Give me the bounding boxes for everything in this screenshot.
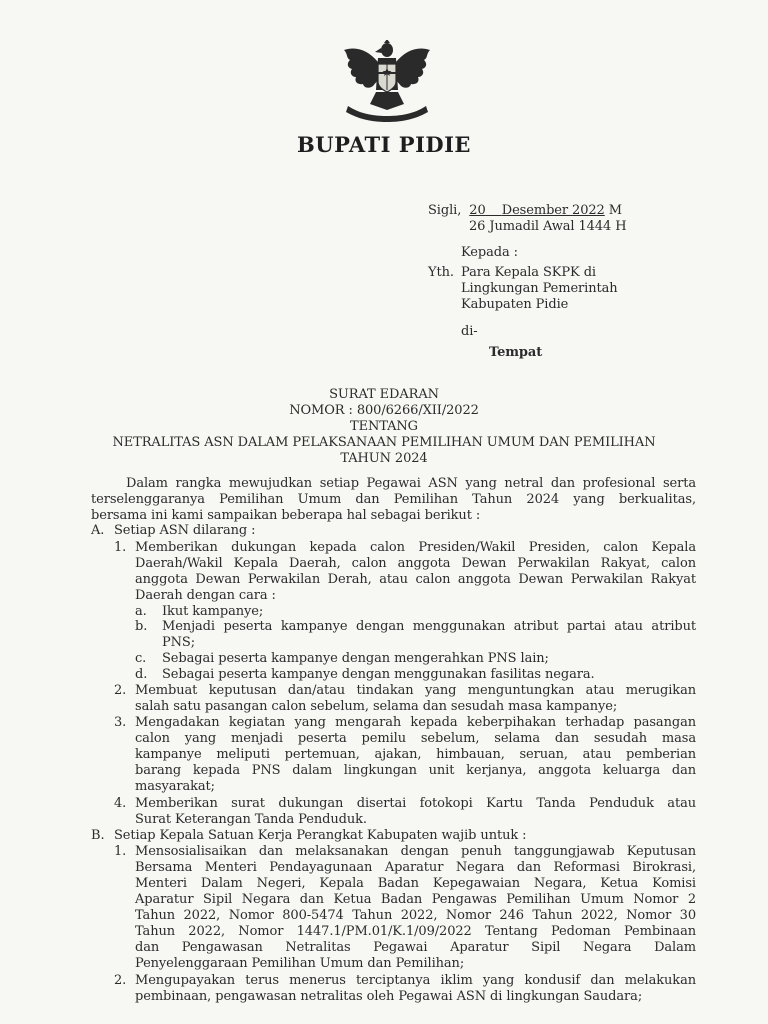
recipient-tempat: Tempat — [489, 345, 543, 360]
item-line: Mengupayakan terus menerus terciptanya iklim yang kondusif dan melakukan — [135, 973, 696, 988]
item-line: Tahun 2022, Nomor 1447.1/PM.01/K.1/09/2022 Tentang Pedoman Pembinaan — [135, 924, 696, 939]
item-line: dan Pengawasan Netralitas Pegawai Aparatur Sipil Negara Dalam — [135, 940, 696, 955]
item-line: anggota Dewan Perwakilan Derah, atau calon anggota Dewan Perwakilan Rakyat — [135, 572, 696, 587]
garuda-emblem-icon — [338, 40, 436, 122]
item-line: masyarakat; — [135, 779, 215, 794]
heading-tentang: TENTANG — [350, 419, 418, 434]
item-line: kampanye meliputi pertemuan, ajakan, himbauan, seruan, atau pemberian — [135, 747, 696, 762]
date-hijri: 26 Jumadil Awal 1444 H — [469, 219, 627, 234]
recipient-di: di- — [461, 324, 478, 339]
page-title: BUPATI PIDIE — [297, 132, 471, 157]
item-line: calon yang menjadi peserta pemilu sebelum, selama dan sesudah masa — [135, 731, 696, 746]
date-gregorian — [469, 203, 604, 219]
recipient-line: Kabupaten Pidie — [461, 297, 569, 312]
sub-item-letter: b. — [135, 619, 148, 634]
sub-item-line: Ikut kampanye; — [162, 604, 264, 619]
item-line: Memberikan dukungan kepada calon Presiden/Wakil Presiden, calon Kepala — [135, 540, 696, 555]
sub-item-line: Sebagai peserta kampanye dengan menggunakan fasilitas negara. — [162, 667, 595, 682]
item-line: Mensosialisaikan dan melaksanakan dengan penuh tanggungjawab Keputusan — [135, 844, 696, 859]
sub-item-line: PNS; — [162, 635, 196, 650]
item-number: 3. — [114, 715, 127, 730]
heading-surat-edaran: SURAT EDARAN — [329, 387, 439, 402]
section-b-title: Setiap Kepala Satuan Kerja Perangkat Kabupaten wajib untuk : — [114, 828, 527, 843]
date-day: 20 — [469, 203, 486, 218]
sub-item-line: Sebagai peserta kampanye dengan mengerahkan PNS lain; — [162, 651, 549, 666]
sub-item-letter: a. — [135, 604, 147, 619]
recipient-line: Lingkungan Pemerintah — [461, 281, 618, 296]
item-number: 1. — [114, 540, 127, 555]
intro-line: terselenggaranya Pemilihan Umum dan Pemilihan Tahun 2024 yang berkualitas, — [91, 492, 696, 507]
item-line: Aparatur Sipil Negara dan Ketua Badan Pengawas Pemilihan Umum Nomor 2 — [135, 892, 696, 907]
recipient-line: Para Kepala SKPK di — [461, 265, 596, 280]
item-line: Memberikan surat dukungan disertai fotokopi Kartu Tanda Penduduk atau — [135, 796, 696, 811]
sub-item-letter: d. — [135, 667, 148, 682]
section-a-title: Setiap ASN dilarang : — [114, 523, 256, 538]
date-month-year: Desember 2022 — [501, 203, 605, 218]
item-line: Surat Keterangan Tanda Penduduk. — [135, 812, 367, 827]
item-line: Daerah/Wakil Kepala Daerah, calon anggota Dewan Perwakilan Rakyat, calon — [135, 556, 696, 571]
item-number: 2. — [114, 683, 127, 698]
item-line: Menteri Dalam Negeri, Kepala Badan Kepegawaian Negara, Ketua Komisi — [135, 876, 696, 891]
heading-subject-year: TAHUN 2024 — [340, 451, 428, 466]
section-a-marker: A. — [91, 523, 105, 538]
item-line: Mengadakan kegiatan yang mengarah kepada keberpihakan terhadap pasangan — [135, 715, 696, 730]
sub-item-letter: c. — [135, 651, 147, 666]
intro-line: Dalam rangka mewujudkan setiap Pegawai ASN yang netral dan profesional serta — [126, 476, 696, 491]
date-place: Sigli, — [428, 203, 462, 218]
item-line: salah satu pasangan calon sebelum, selama dan sesudah masa kampanye; — [135, 699, 618, 714]
item-number: 2. — [114, 973, 127, 988]
intro-line: bersama ini kami sampaikan beberapa hal sebagai berikut : — [91, 508, 481, 523]
item-line: Penyelenggaraan Pemilihan Umum dan Pemilihan; — [135, 956, 465, 971]
recipient-kepada: Kepada : — [461, 245, 518, 260]
heading-subject: NETRALITAS ASN DALAM PELAKSANAAN PEMILIHAN UMUM DAN PEMILIHAN — [112, 435, 656, 450]
item-line: pembinaan, pengawasan netralitas oleh Pegawai ASN di lingkungan Saudara; — [135, 989, 643, 1004]
date-line — [428, 203, 622, 219]
sub-item-line: Menjadi peserta kampanye dengan menggunakan atribut partai atau atribut — [162, 619, 696, 634]
item-number: 4. — [114, 796, 127, 811]
item-line: Membuat keputusan dan/atau tindakan yang menguntungkan atau merugikan — [135, 683, 696, 698]
recipient-yth: Yth. — [428, 265, 454, 280]
item-number: 1. — [114, 844, 127, 859]
item-line: Tahun 2022, Nomor 800-5474 Tahun 2022, Nomor 246 Tahun 2022, Nomor 30 — [135, 908, 696, 923]
item-line: Bersama Menteri Pendayagunaan Aparatur Negara dan Reformasi Birokrasi, — [135, 860, 696, 875]
section-b-marker: B. — [91, 828, 105, 843]
date-m-suffix: M — [608, 203, 622, 218]
item-line: barang kepada PNS dalam lingkungan unit kerjanya, anggota keluarga dan — [135, 763, 696, 778]
item-line: Daerah dengan cara : — [135, 588, 276, 603]
heading-nomor: NOMOR : 800/6266/XII/2022 — [289, 403, 479, 418]
